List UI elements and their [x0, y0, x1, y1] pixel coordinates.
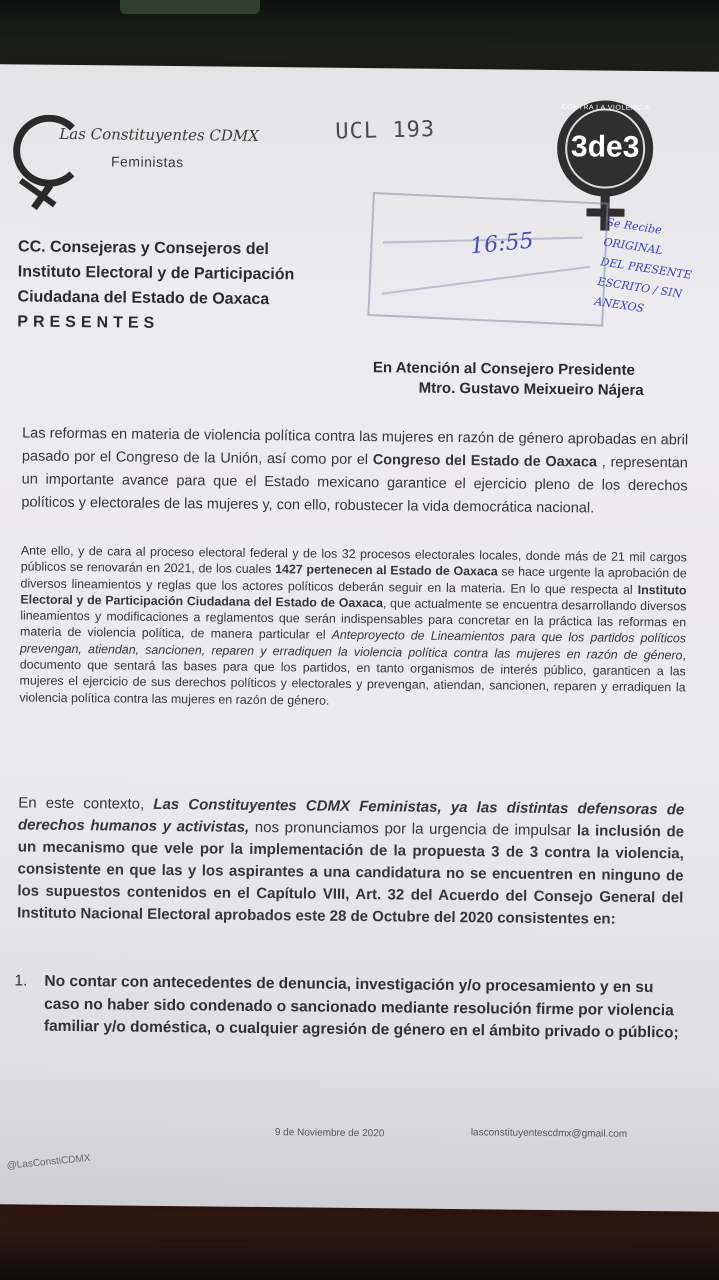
text-run-bold: Estado de Oaxaca [390, 563, 498, 579]
presentes-heading: PRESENTES [17, 313, 160, 332]
logo-subtitle: Feministas [110, 153, 184, 171]
logo-text: Las Constituyentes CDMX [59, 124, 260, 145]
text-run-bold: pertenecen al [302, 562, 391, 578]
addressee-line: CC. Consejeras y Consejeros del [18, 238, 269, 259]
handwritten-code: UCL 193 [335, 117, 436, 145]
text-run: , documento que sentará las bases para que los partidos, en tanto organismos de interés público, garanticen a las mujeres el ejercicio de sus derechos políticos y electorales y prevengan, atiendan, sancionen, reparen y erradiquen la violencia política contra las mujeres en razón de género. [19, 648, 686, 708]
text-run: se hace urgente la aprobación de diversos lineamientos y reglas que los actores políticos deberán seguir en la materia. En lo que respecta al [20, 564, 687, 597]
text-run-bold: la inclusión de un mecanismo que vele por la implementación de la propuesta 3 de 3 contra la violencia, consistente en que las y los aspirantes a una candidatura no se encuentren en ninguno de los supuestos contenidos en el Capítulo VIII, Art. 32 del Acuerdo del Consejo General del Instituto Nacional Electoral aprobados este 28 de Octubre del 2020 consistentes en: [17, 822, 685, 928]
text-run: nos pronunciamos por la urgencia de impulsar [249, 818, 577, 840]
handwritten-note: Se Recibe ORIGINAL DEL PRESENTE ESCRITO / SIN ANEXOS [593, 215, 693, 316]
footer-social-handle: @LasConstiCDMX [6, 1152, 91, 1172]
list-item-text: No contar con antecedentes de denuncia, investigación y/o procesamiento y en su caso no haber sido condenado o sancionado mediante resolución firme por violencia familiar y/o doméstica, o cualquier agresión de género en el ámbito privado o público; [43, 972, 679, 1042]
text-run-bold: 1427 [275, 562, 303, 577]
text-run: Ante ello, y de cara al proceso electoral federal y de los 32 procesos electorales locales, donde más de 21 mil cargos públicos se renovarán en 2021, de los cuales [20, 543, 687, 577]
paragraph-1 [21, 422, 688, 521]
text-run-italic: Anteproyecto de Lineamientos para que los partidos políticos prevengan, atiendan, sancionen, reparen y erradiquen la violencia política contra las mujeres en razón de género [19, 628, 687, 663]
attention-line: En Atención al Consejero Presidente [372, 359, 635, 379]
text-run: Las reformas en materia de violencia política contra las mujeres en razón de género aprobadas en abril pasado por el Congreso de la Unión, así como por el [21, 425, 689, 469]
footer-date: 9 de Noviembre de 2020 [274, 1127, 385, 1140]
attention-block [373, 358, 644, 401]
text-run: , que actualmente se encuentra desarrollando diversos lineamientos y modificaciones a reglamentos que serán indispensables para concretar en la práctica las reformas en materia de violencia política, de manera particular el [20, 596, 687, 643]
badge-text: 3de3 [570, 130, 640, 164]
attention-line: Mtro. Gustavo Meixueiro Nájera [418, 379, 644, 399]
footer-email: lasconstituyentescdmx@gmail.com [470, 1127, 628, 1140]
three-of-three-badge-icon [557, 100, 654, 197]
addressee-line: Instituto Electoral y de Participación [17, 263, 295, 284]
paragraph-2 [19, 542, 687, 712]
stamp-line [382, 266, 591, 295]
list-item-number: 1. [14, 972, 28, 990]
addressee-block [17, 234, 295, 337]
stamp-time: 16:55 [469, 228, 535, 260]
text-run-bold-italic: Las Constituyentes CDMX Feministas, ya las distintas defensoras de derechos humanos y activistas, [17, 795, 685, 836]
text-run: En este contexto, [18, 794, 154, 813]
paragraph-3 [17, 792, 684, 931]
text-run-bold: Instituto Electoral y de Participación Ciudadana del Estado de Oaxaca [20, 582, 687, 611]
reception-stamp [367, 192, 608, 327]
text-run: , representan un importante avance para que el Estado mexicano garantice el ejercicio pleno de los derechos políticos y electorales de las mujeres y, con ello, robustecer la vida democrática nacional. [21, 454, 688, 517]
background-light [120, 0, 260, 14]
text-run-bold: Congreso del Estado de Oaxaca [372, 452, 598, 471]
badge-arc-text: CONTRA LA VIOLENCIA [561, 104, 650, 113]
paper-sheet [0, 64, 719, 1212]
list-item [14, 970, 687, 1045]
addressee-line: Ciudadana del Estado de Oaxaca [17, 288, 270, 309]
